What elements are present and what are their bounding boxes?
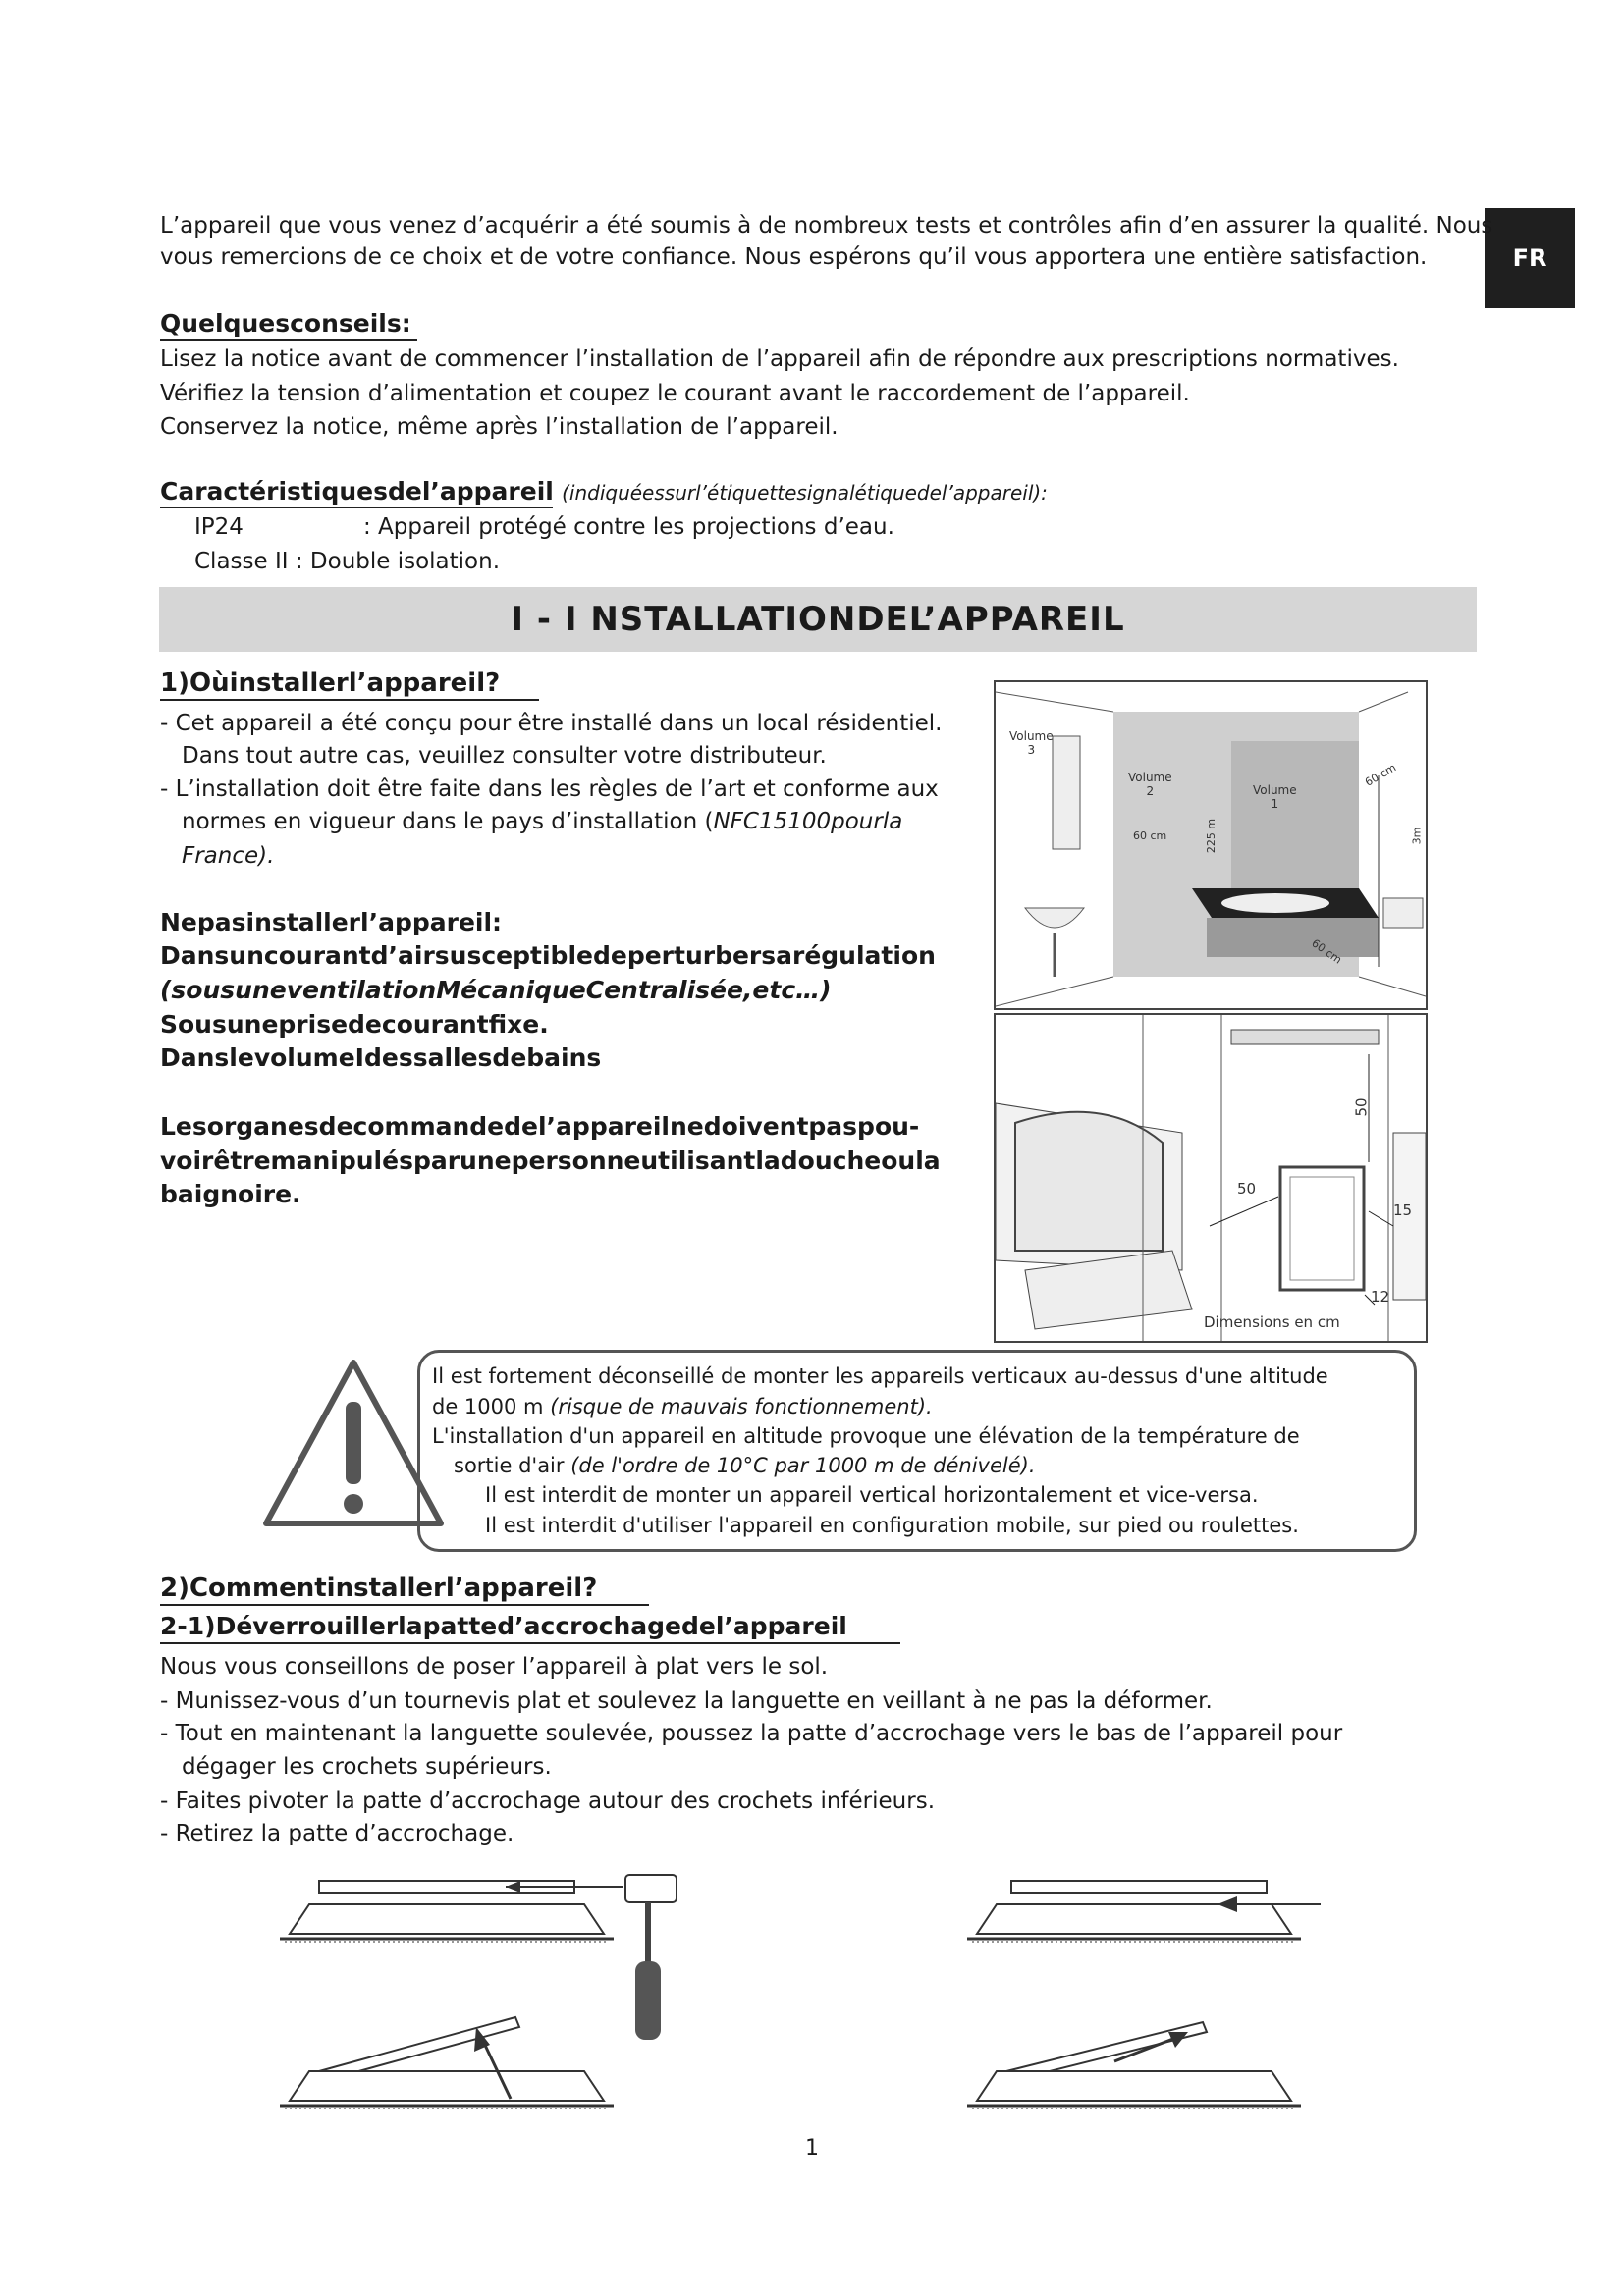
vol2-text: Volume bbox=[1128, 771, 1172, 784]
dims-caption: Dimensions en cm bbox=[1204, 1313, 1340, 1331]
unlock-illustration-right bbox=[967, 1865, 1326, 2130]
warning-line-3: L'installation d'un appareil en altitude provoque une élévation de la température de bbox=[432, 1424, 1300, 1448]
language-tab: FR bbox=[1485, 208, 1575, 308]
where-heading-wrap bbox=[160, 667, 539, 701]
controls-line-1: Lesorganesdecommandedel’appareilnedoiventpaspou- bbox=[160, 1112, 920, 1141]
spec-ip-value: : Appareil protégé contre les projections d’eau. bbox=[363, 514, 894, 540]
vol2-label bbox=[1128, 771, 1172, 798]
how-line-2: - Munissez-vous d’un tournevis plat et soulevez la languette en veillant à ne pas la déformer. bbox=[160, 1688, 1213, 1714]
donot-heading: Nepasinstallerl’appareil: bbox=[160, 908, 503, 936]
spec-ip-label: IP24 bbox=[194, 514, 244, 540]
advice-line-2: Vérifiez la tension d’alimentation et coupez le courant avant le raccordement de l’appareil. bbox=[160, 381, 1190, 406]
dim-3m: 3m bbox=[1410, 827, 1424, 845]
spec-class: Classe II : Double isolation. bbox=[194, 549, 501, 574]
how-line-4: dégager les crochets supérieurs. bbox=[182, 1754, 552, 1780]
how-line-3: - Tout en maintenant la languette soulevée, poussez la patte d’accrochage vers le bas de l’appareil pour bbox=[160, 1721, 1343, 1746]
dim-12: 12 bbox=[1371, 1288, 1390, 1306]
vol1-text: Volume bbox=[1253, 783, 1297, 797]
warning-line-2-text: de 1000 m bbox=[432, 1395, 544, 1418]
donot-line-3: Sousuneprisedecourantfixe. bbox=[160, 1010, 549, 1039]
dim-50-top: 50 bbox=[1352, 1097, 1371, 1117]
vol1-number: 1 bbox=[1271, 797, 1279, 811]
intro-line-1: L’appareil que vous venez d’acquérir a été soumis à de nombreux tests et contrôles afin d’en assurer la qualité. Nous bbox=[160, 213, 1493, 239]
how-subheading: 2-1)Déverrouillerlapatted’accrochagedel’appareil bbox=[160, 1611, 900, 1644]
advice-line-1: Lisez la notice avant de commencer l’installation de l’appareil afin de répondre aux prescriptions normatives. bbox=[160, 347, 1399, 372]
warning-line-4-text: sortie d'air bbox=[454, 1454, 565, 1477]
advice-heading-wrap bbox=[160, 309, 417, 343]
vol3-text: Volume bbox=[1009, 729, 1054, 743]
donot-line-4: DanslevolumeIdessallesdebains bbox=[160, 1043, 602, 1072]
where-heading: 1)Oùinstallerl’appareil? bbox=[160, 667, 539, 701]
donot-line-1: Dansuncourantd’airsusceptibledeperturbersarégulation bbox=[160, 941, 936, 970]
where-line-4-text: normes en vigueur dans le pays d’installation ( bbox=[182, 809, 714, 834]
donot-line-2: (sousuneventilationMécaniqueCentralisée,etc…) bbox=[160, 976, 832, 1004]
intro-line-2: vous remercions de ce choix et de votre confiance. Nous espérons qu’il vous apportera une entière satisfaction. bbox=[160, 244, 1428, 270]
how-line-1: Nous vous conseillons de poser l’appareil à plat vers le sol. bbox=[160, 1654, 829, 1680]
dim-15: 15 bbox=[1393, 1201, 1413, 1219]
controls-line-3: baignoire. bbox=[160, 1180, 301, 1208]
vol3-label bbox=[1009, 729, 1054, 757]
dim-50-side: 50 bbox=[1237, 1180, 1257, 1198]
where-line-1: - Cet appareil a été conçu pour être installé dans un local résidentiel. bbox=[160, 711, 943, 736]
warning-line-2 bbox=[432, 1392, 933, 1422]
controls-line-2: voirêtremanipulésparunepersonneutilisantladoucheoula bbox=[160, 1147, 941, 1175]
where-line-2: Dans tout autre cas, veuillez consulter votre distributeur. bbox=[182, 743, 827, 769]
where-line-4 bbox=[182, 805, 902, 838]
how-line-6: - Retirez la patte d’accrochage. bbox=[160, 1821, 514, 1846]
dim-60-top: 60 cm bbox=[1363, 761, 1399, 789]
where-norm: NFC15100pourla bbox=[713, 809, 903, 834]
bathroom-volumes-figure bbox=[994, 680, 1428, 1010]
how-sub-wrap bbox=[160, 1611, 900, 1644]
advice-heading: Quelquesconseils: bbox=[160, 309, 417, 341]
where-line-5: France). bbox=[182, 843, 275, 869]
warning-line-6: Il est interdit d'utiliser l'appareil en configuration mobile, sur pied ou roulettes. bbox=[485, 1514, 1299, 1537]
how-heading-wrap bbox=[160, 1573, 649, 1606]
vol3-number: 3 bbox=[1027, 743, 1036, 757]
warning-line-1: Il est fortement déconseillé de monter les appareils verticaux au-dessus d'une altitude bbox=[432, 1364, 1328, 1388]
section-banner bbox=[159, 587, 1477, 652]
where-line-3: - L’installation doit être faite dans les règles de l’art et conforme aux bbox=[160, 776, 939, 802]
dim-60-bottom: 60 cm bbox=[1309, 936, 1344, 967]
how-line-5: - Faites pivoter la patte d’accrochage autour des crochets inférieurs. bbox=[160, 1789, 936, 1814]
specs-heading: Caractéristiquesdel’appareil bbox=[160, 477, 553, 508]
warning-line-4-italic: (de l'ordre de 10°C par 1000 m de dénivelé). bbox=[570, 1454, 1036, 1477]
specs-heading-row bbox=[160, 477, 1048, 508]
unlock-illustration-left bbox=[280, 1865, 731, 2130]
installation-dimensions-figure bbox=[994, 1013, 1428, 1343]
page-number: 1 bbox=[805, 2136, 819, 2161]
warning-line-2-italic: (risque de mauvais fonctionnement). bbox=[550, 1395, 933, 1418]
vol1-label bbox=[1253, 783, 1297, 811]
dim-225: 225 m bbox=[1205, 818, 1218, 854]
advice-line-3: Conservez la notice, même après l’installation de l’appareil. bbox=[160, 414, 839, 440]
specs-note: (indiquéessurl’étiquettesignalétiquedel’appareil): bbox=[562, 481, 1048, 505]
vol2-number: 2 bbox=[1146, 784, 1155, 798]
how-heading: 2)Commentinstallerl’appareil? bbox=[160, 1573, 649, 1606]
warning-line-5: Il est interdit de monter un appareil vertical horizontalement et vice-versa. bbox=[485, 1483, 1259, 1507]
warning-line-4 bbox=[454, 1451, 1036, 1481]
dim-60-left: 60 cm bbox=[1133, 829, 1167, 842]
section-title: I - I NSTALLATIONDEL’APPAREIL bbox=[511, 600, 1125, 639]
